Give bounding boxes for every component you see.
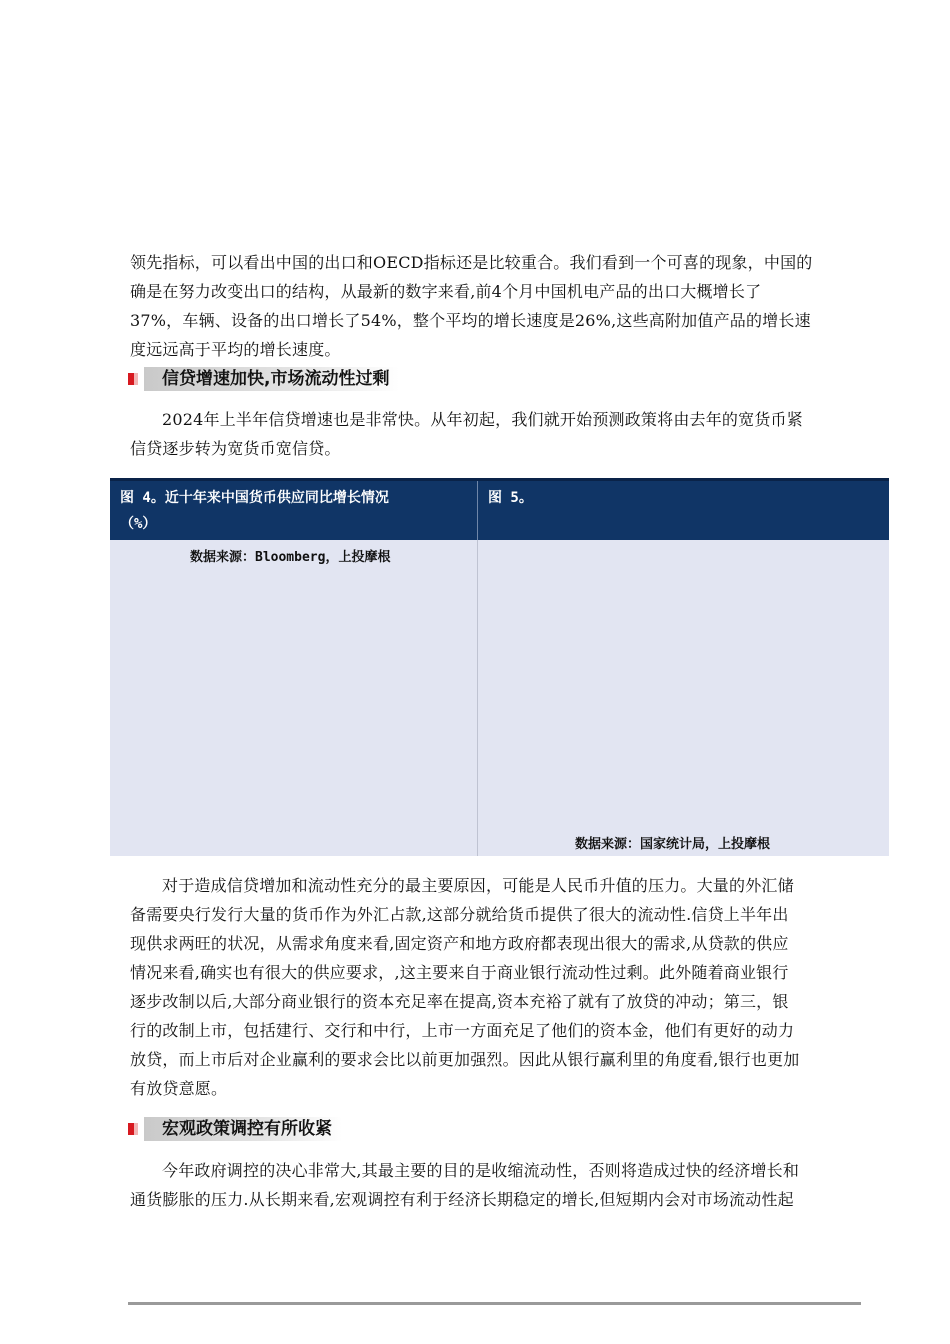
text-line: 2024年上半年信贷增速也是非常快。从年初起，我们就开始预测政策将由去年的宽货币紧 — [162, 410, 803, 429]
figure-5-area — [478, 540, 889, 856]
section-title: 信贷增速加快,市场流动性过剩 — [144, 367, 399, 391]
text-line: 信贷逐步转为宽货币宽信贷。 — [130, 439, 341, 458]
text-line: 行的改制上市，包括建行、交行和中行，上市一方面充足了他们的资本金，他们有更好的动力 — [130, 1021, 795, 1040]
paragraph-export-structure — [130, 248, 858, 364]
figure-5-title: 图 5。 — [488, 490, 533, 506]
figure-4-title-unit: （%） — [120, 516, 157, 532]
figure-4-area — [110, 540, 478, 856]
text-line: 现供求两旺的状况，从需求角度来看,固定资产和地方政府都表现出很大的需求,从贷款的供应 — [130, 934, 789, 953]
figure-header-bar — [110, 478, 889, 540]
paragraph-credit-growth — [130, 405, 858, 463]
section-heading-macro-policy — [128, 1117, 428, 1141]
text-line: 有放贷意愿。 — [130, 1079, 228, 1098]
figure-panel — [110, 478, 889, 856]
figure-4-title — [110, 481, 478, 540]
paragraph-macro-control — [130, 1156, 858, 1214]
footer-divider — [128, 1302, 861, 1305]
figure-4-source: 数据来源：Bloomberg，上投摩根 — [190, 550, 391, 565]
section-marker-icon — [128, 1123, 138, 1135]
section-heading-credit — [128, 367, 428, 391]
text-line: 今年政府调控的决心非常大,其最主要的目的是收缩流动性，否则将造成过快的经济增长和 — [162, 1161, 800, 1180]
figure-5-source: 数据来源：国家统计局，上投摩根 — [575, 837, 771, 852]
text-line: 确是在努力改变出口的结构，从最新的数字来看,前4个月中国机电产品的出口大概增长了 — [130, 282, 762, 301]
text-line: 放贷，而上市后对企业赢利的要求会比以前更加强烈。因此从银行赢利里的角度看,银行也更加 — [130, 1050, 800, 1069]
text-line: 领先指标，可以看出中国的出口和OECD指标还是比较重合。我们看到一个可喜的现象，中国的 — [130, 253, 813, 272]
figure-4-title-line: 图 4。近十年来中国货币供应同比增长情况 — [120, 490, 389, 506]
section-title: 宏观政策调控有所收紧 — [144, 1117, 342, 1141]
text-line: 备需要央行发行大量的货币作为外汇占款,这部分就给货币提供了很大的流动性.信贷上半年出 — [130, 905, 789, 924]
text-line: 对于造成信贷增加和流动性充分的最主要原因，可能是人民币升值的压力。大量的外汇储 — [162, 876, 794, 895]
section-marker-icon — [128, 373, 138, 385]
text-line: 度远远高于平均的增长速度。 — [130, 340, 341, 359]
text-line: 通货膨胀的压力.从长期来看,宏观调控有利于经济长期稳定的增长,但短期内会对市场流动性起 — [130, 1190, 794, 1209]
text-line: 情况来看,确实也有很大的供应要求，,这主要来自于商业银行流动性过剩。此外随着商业银行 — [130, 963, 789, 982]
text-line: 37%，车辆、设备的出口增长了54%，整个平均的增长速度是26%,这些高附加值产品的增长速 — [130, 311, 811, 330]
paragraph-liquidity-causes — [130, 871, 858, 1103]
text-line: 逐步改制以后,大部分商业银行的资本充足率在提高,资本充裕了就有了放贷的冲动；第三，银 — [130, 992, 789, 1011]
